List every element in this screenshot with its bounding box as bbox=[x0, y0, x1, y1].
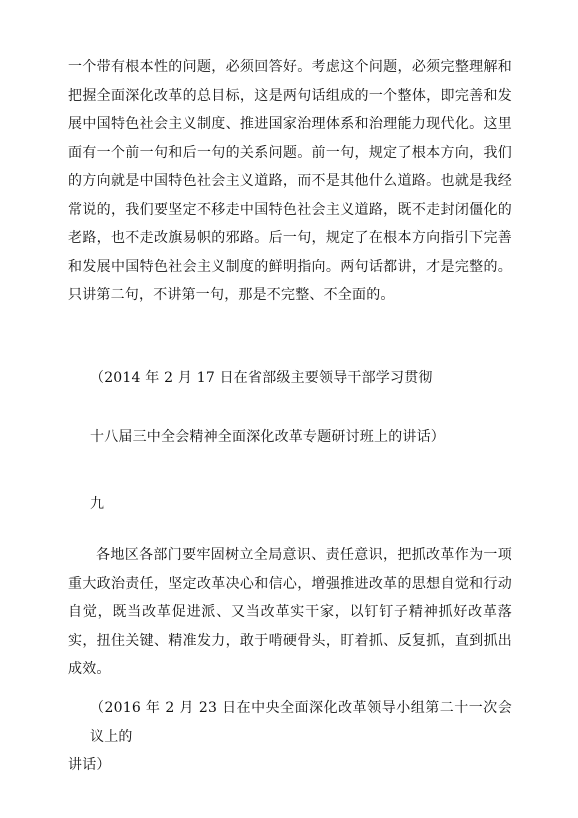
citation-2-line-1: （2016 年 2 月 23 日在中央全面深化改革领导小组第二十一次会议上的 bbox=[90, 700, 512, 745]
section-heading: 九 bbox=[90, 496, 105, 512]
citation-2-line-2: 讲话） bbox=[68, 757, 111, 773]
body-paragraph-2: 各地区各部门要牢固树立全局意识、责任意识，把抓改革作为一项重大政治责任，坚定改革决心和信心，增强推进改革的思想自觉和行动自觉，既当改革促进派、又当改革实干家，以钉钉子精神抓好改革落实，扭住关键、精准发力，敢于啃硬骨头，盯着抓、反复抓，直到抓出成效。 bbox=[68, 547, 512, 677]
body-paragraph-1: 一个带有根本性的问题，必须回答好。考虑这个问题，必须完整理解和把握全面深化改革的总目标，这是两句话组成的一个整体，即完善和发展中国特色社会主义制度、推进国家治理体系和治理能力现代化。这里面有一个前一句和后一句的关系问题。前一句，规定了根本方向，我们的方向就是中国特色社会主义道路，而不是其他什么道路。也就是我经常说的，我们要坚定不移走中国特色社会主义道路，既不走封闭僵化的老路，也不走改旗易帜的邪路。后一句，规定了在根本方向指引下完善和发展中国特色社会主义制度的鲜明指向。两句话都讲，才是完整的。只讲第二句，不讲第一句，那是不完整、不全面的。 bbox=[68, 59, 512, 303]
citation-2 bbox=[68, 694, 512, 780]
citation-1-line-1: （2014 年 2 月 17 日在省部级主要领导干部学习贯彻 bbox=[90, 370, 433, 386]
citation-1-line-2: 十八届三中全会精神全面深化改革专题研讨班上的讲话） bbox=[90, 429, 445, 445]
